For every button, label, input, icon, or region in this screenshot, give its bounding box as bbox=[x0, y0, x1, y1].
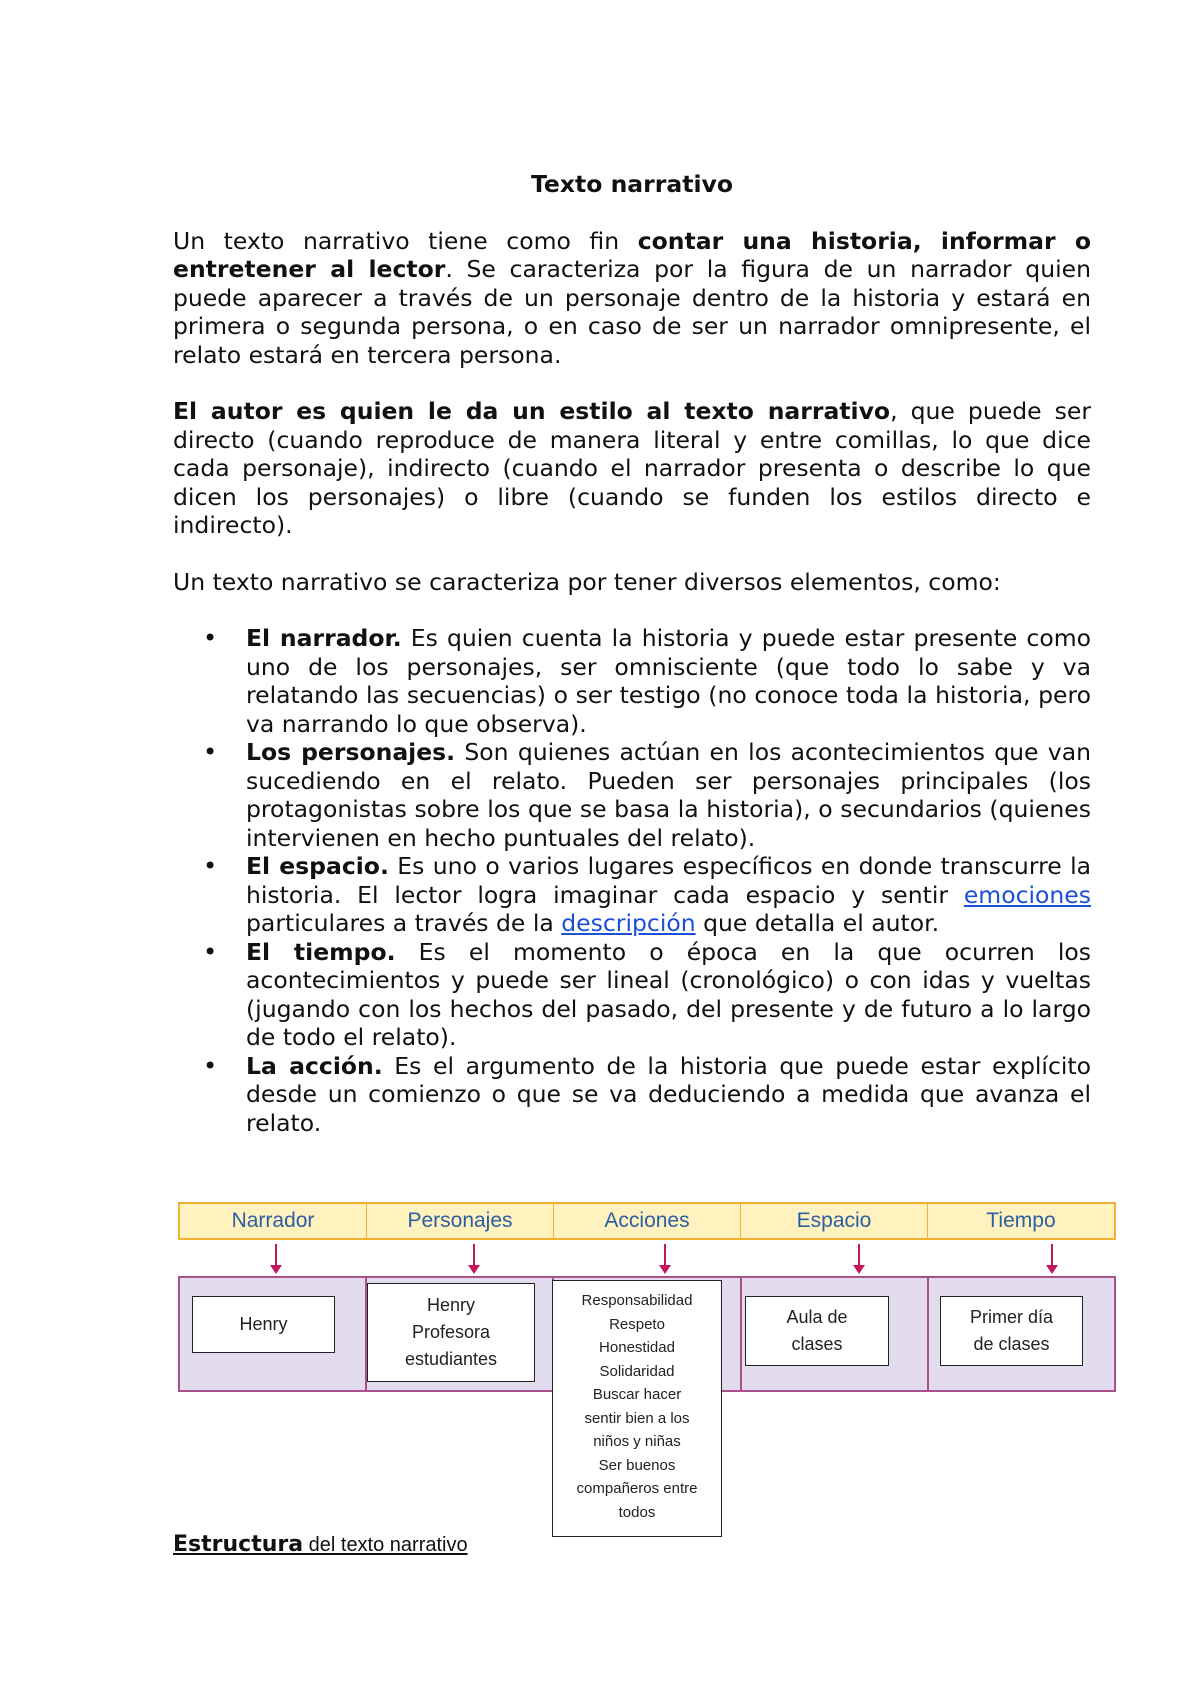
author-text: , que puede ser directo (cuando reproduce de manera literal y entre comillas, lo que dice cada personaje), indirecto (cuando el narrador presenta o describe lo que dicen los personajes) o libre (cuando se funden los estilos directo e indirecto). bbox=[173, 397, 1091, 539]
document-body bbox=[173, 170, 1091, 1137]
elements-intro: Un texto narrativo se caracteriza por tener diversos elementos, como: bbox=[173, 567, 1001, 596]
box-line: Primer día bbox=[969, 1307, 1054, 1327]
box-line: Henry bbox=[426, 1295, 475, 1315]
list-item-label: El espacio. bbox=[246, 852, 389, 880]
intro-bold: contar una historia, informar o entretener al lector bbox=[173, 226, 1091, 283]
header-narrador: Narrador bbox=[180, 1204, 367, 1238]
box-line: Responsabilidad bbox=[581, 1292, 693, 1309]
document-title: Texto narrativo bbox=[531, 170, 733, 198]
header-acciones: Acciones bbox=[554, 1204, 741, 1238]
elements-list bbox=[173, 624, 1091, 1137]
intro-text-b: . Se caracteriza por la figura de un narrador quien puede aparecer a través de un personaje dentro de la historia y estará en primera o segunda persona, o en caso de ser un narrador omnipresente, el relato estará en tercera persona. bbox=[173, 255, 1091, 369]
list-item-text: Es uno o varios lugares específicos en donde transcurre la historia. El lector logra imaginar cada espacio y sentir bbox=[246, 852, 1092, 909]
author-bold: El autor es quien le da un estilo al texto narrativo bbox=[173, 397, 891, 425]
box-line: Ser buenos bbox=[598, 1456, 676, 1474]
header-personajes: Personajes bbox=[367, 1204, 554, 1238]
box-line: de clases bbox=[973, 1334, 1050, 1354]
box-line: Honestidad bbox=[599, 1339, 675, 1356]
arrow-down-icon bbox=[473, 1244, 475, 1266]
list-item-text: que detalla el autor. bbox=[695, 909, 940, 937]
link-descripcion[interactable]: descripción bbox=[561, 909, 696, 937]
box-acciones bbox=[552, 1280, 722, 1537]
box-line: clases bbox=[791, 1334, 843, 1354]
box-line: todos bbox=[618, 1503, 656, 1521]
list-item-accion bbox=[246, 1052, 1091, 1138]
structure-bold: Estructura bbox=[173, 1532, 304, 1557]
arrow-down-icon bbox=[664, 1244, 666, 1266]
box-line: Profesora bbox=[411, 1322, 491, 1342]
header-tiempo: Tiempo bbox=[986, 1209, 1056, 1232]
box-narrador bbox=[192, 1296, 335, 1353]
header-espacio: Espacio bbox=[741, 1204, 928, 1238]
list-item-text: Es quien cuenta la historia y puede estar presente como uno de los personajes, ser omnisciente (que todo lo sabe y va relatando las secuencias) o ser testigo (no conoce toda la historia, pero va narrando lo que observa). bbox=[246, 624, 1091, 738]
box-line: Henry bbox=[239, 1314, 288, 1334]
list-item-text: Es el argumento de la historia que puede estar explícito desde un comienzo o que se va deduciendo a medida que avanza el relato. bbox=[246, 1051, 1091, 1137]
box-tiempo bbox=[940, 1296, 1083, 1366]
structure-heading bbox=[173, 1532, 468, 1557]
arrow-down-icon bbox=[275, 1244, 277, 1266]
arrow-down-icon bbox=[858, 1244, 860, 1266]
box-line: Buscar hacer bbox=[592, 1386, 682, 1403]
list-item-label: El tiempo. bbox=[246, 937, 396, 966]
box-espacio bbox=[745, 1296, 889, 1366]
list-item-espacio bbox=[246, 852, 1091, 938]
list-item-text: Son quienes actúan en los acontecimientos que van sucediendo en el relato. Pueden ser personajes principales (los protagonistas sobre los que se basa la historia), o secundarios (quienes intervienen en hecho puntuales del relato). bbox=[246, 738, 1091, 852]
box-line: sentir bien a los bbox=[584, 1409, 690, 1427]
list-item-text: particulares a través de la bbox=[246, 909, 562, 937]
arrow-down-icon bbox=[1051, 1244, 1053, 1266]
structure-rest: del texto narrativo bbox=[303, 1534, 468, 1556]
box-line: estudiantes bbox=[404, 1349, 498, 1369]
list-item-personajes bbox=[246, 738, 1091, 852]
list-item-narrador bbox=[246, 624, 1091, 738]
list-item-label: La acción. bbox=[246, 1051, 383, 1080]
link-emociones[interactable]: emociones bbox=[963, 880, 1091, 909]
list-item-label: El narrador. bbox=[246, 624, 402, 652]
box-personajes bbox=[367, 1283, 535, 1382]
author-paragraph bbox=[173, 397, 1091, 540]
list-item-text: Es el momento o época en la que ocurren los acontecimientos y puede ser lineal (cronológico) o con idas y vueltas (jugando con los hechos del pasado, del presente y de futuro a lo largo de todo el relato). bbox=[246, 937, 1091, 1051]
box-line: niños y niñas bbox=[593, 1433, 681, 1450]
box-line: Aula de bbox=[786, 1307, 848, 1327]
box-line: compañeros entre bbox=[576, 1480, 698, 1497]
intro-paragraph bbox=[173, 227, 1091, 370]
box-line: Solidaridad bbox=[599, 1362, 675, 1380]
list-item-label: Los personajes. bbox=[246, 738, 456, 766]
list-item-tiempo bbox=[246, 938, 1091, 1052]
intro-text-a: Un texto narrativo tiene como fin bbox=[173, 226, 638, 255]
diagram-header-row bbox=[178, 1202, 1116, 1240]
box-line: Respeto bbox=[609, 1315, 665, 1333]
elements-diagram bbox=[178, 1202, 1120, 1537]
